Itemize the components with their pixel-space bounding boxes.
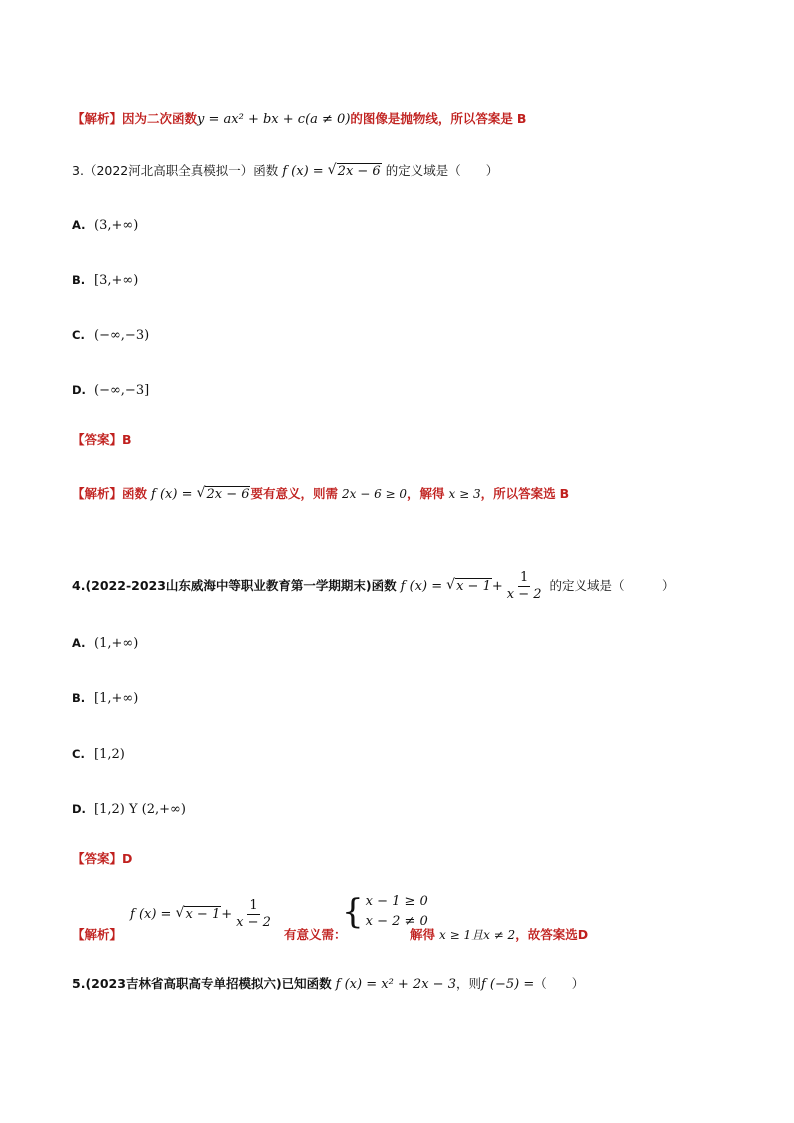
q3-fx: f (x) =: [282, 164, 324, 179]
q3-analysis-fx: f (x) =: [151, 487, 193, 502]
q4-stem: [72, 569, 675, 604]
q4-option-c: [72, 745, 125, 764]
q4-sys-row1: x − 1 ≥ 0: [365, 894, 428, 909]
option-text: [1,2) Y (2,+∞): [94, 802, 186, 817]
q4-analysis-mid: 有意义需：: [284, 927, 347, 942]
q3-sqrt: [328, 163, 382, 181]
q4-frac-den: x − 2: [506, 587, 542, 602]
q4-analysis-frac-den: x − 2: [236, 915, 271, 930]
q3-analysis-radicand: 2x − 6: [206, 487, 250, 502]
q2-analysis-post: 的图像是抛物线，所以答案是: [350, 111, 513, 126]
q4-number: 4.: [72, 578, 86, 593]
answer-tag: 【答案】: [72, 432, 123, 447]
q4-analysis-plus: +: [221, 906, 233, 922]
q4-analysis-fraction: [234, 898, 273, 931]
q3-solution: x ≥ 3: [448, 487, 481, 501]
q4-analysis-tail: [410, 926, 588, 944]
q4-fx: f (x) =: [400, 579, 443, 594]
q3-option-b: [72, 271, 138, 290]
option-text: (−∞,−3]: [94, 383, 150, 398]
option-text: [1,2): [94, 747, 125, 762]
q5-number: 5.: [72, 976, 86, 991]
q4-sys-row2: x − 2 ≠ 0: [365, 914, 428, 929]
q4-answer-value: D: [122, 851, 133, 866]
option-text: (−∞,−3): [94, 328, 150, 343]
option-label: C.: [72, 747, 85, 761]
q3-number: 3.: [72, 163, 84, 178]
q3-analysis-mid: 要有意义，则需: [250, 486, 338, 501]
analysis-tag: 【解析】: [72, 111, 123, 126]
option-label: A.: [72, 636, 86, 650]
q4-analysis-post: ，故答案选: [515, 927, 578, 942]
q2-answer-letter: B: [516, 111, 527, 126]
q5-stem: [72, 975, 584, 994]
answer-tag: 【答案】: [72, 851, 123, 866]
option-text: (3,+∞): [94, 218, 139, 233]
q3-stem-post: 的定义域是（ ）: [385, 163, 499, 178]
q3-analysis-pre: 函数: [122, 486, 148, 501]
q4-analysis-radicand: x − 1: [185, 906, 221, 922]
q5-source: (2023吉林省高职高专单招模拟六)已知函数: [85, 976, 332, 991]
q5-fx: f (x) = x² + 2x − 3: [335, 977, 456, 992]
q3-source: （2022河北高职全真模拟一）函数: [83, 163, 279, 178]
q3-radicand: 2x − 6: [337, 164, 381, 179]
option-text: [1,+∞): [94, 691, 139, 706]
q4-plus: +: [491, 579, 503, 594]
q4-fraction: [505, 570, 544, 603]
brace-icon: {: [342, 892, 364, 932]
q5-ask: f (−5) =: [480, 977, 535, 992]
q4-frac-num: 1: [519, 570, 529, 585]
q4-radicand: x − 1: [456, 579, 491, 594]
q4-stem-post: 的定义域是（ ）: [549, 578, 675, 593]
option-label: B.: [72, 691, 86, 705]
q3-analysis: [72, 485, 569, 504]
q5-stem-post: （ ）: [534, 976, 585, 991]
q4-answer-letter: D: [577, 927, 589, 942]
option-label: B.: [72, 273, 86, 287]
q4-analysis-frac-num: 1: [249, 898, 258, 913]
option-text: (1,+∞): [94, 636, 139, 651]
option-label: D.: [72, 802, 86, 816]
q3-option-a: [72, 216, 138, 235]
q3-answer-letter: B: [559, 486, 570, 501]
option-label: A.: [72, 218, 86, 232]
q3-answer: [72, 431, 132, 449]
q4-analysis-mid2: 解得: [410, 927, 436, 942]
option-label: D.: [72, 383, 86, 397]
q4-option-a: [72, 634, 138, 653]
option-label: C.: [72, 328, 85, 342]
q2-analysis-pre: 因为二次函数: [122, 111, 198, 126]
q3-answer-value: B: [122, 432, 132, 447]
q2-analysis: [72, 110, 526, 129]
analysis-tag: 【解析】: [72, 486, 123, 501]
q4-solution: x ≥ 1且x ≠ 2: [439, 928, 516, 942]
q3-stem: [72, 162, 498, 181]
q4-source: (2022-2023山东威海中等职业教育第一学期期末)函数: [85, 578, 397, 593]
q4-answer: [72, 850, 132, 868]
q3-analysis-post: ，所以答案选: [480, 486, 556, 501]
q4-sqrt: [446, 570, 492, 604]
q4-analysis-sqrt: [175, 906, 221, 924]
q4-option-d: [72, 800, 186, 819]
q4-analysis-fx: f (x) =: [130, 906, 172, 922]
q2-formula: y = ax² + bx + c(a ≠ 0): [197, 112, 351, 127]
q3-cond: 2x − 6 ≥ 0: [341, 487, 408, 501]
analysis-tag: 【解析】: [72, 927, 123, 942]
q4-analysis-formula: [130, 898, 275, 931]
q3-option-d: [72, 381, 149, 400]
option-text: [3,+∞): [94, 273, 139, 288]
q4-option-b: [72, 689, 138, 708]
q3-analysis-sqrt: [196, 486, 250, 504]
q3-option-c: [72, 326, 149, 345]
q3-analysis-mid2: ，解得: [407, 486, 445, 501]
q5-mid: ，则: [455, 976, 481, 991]
